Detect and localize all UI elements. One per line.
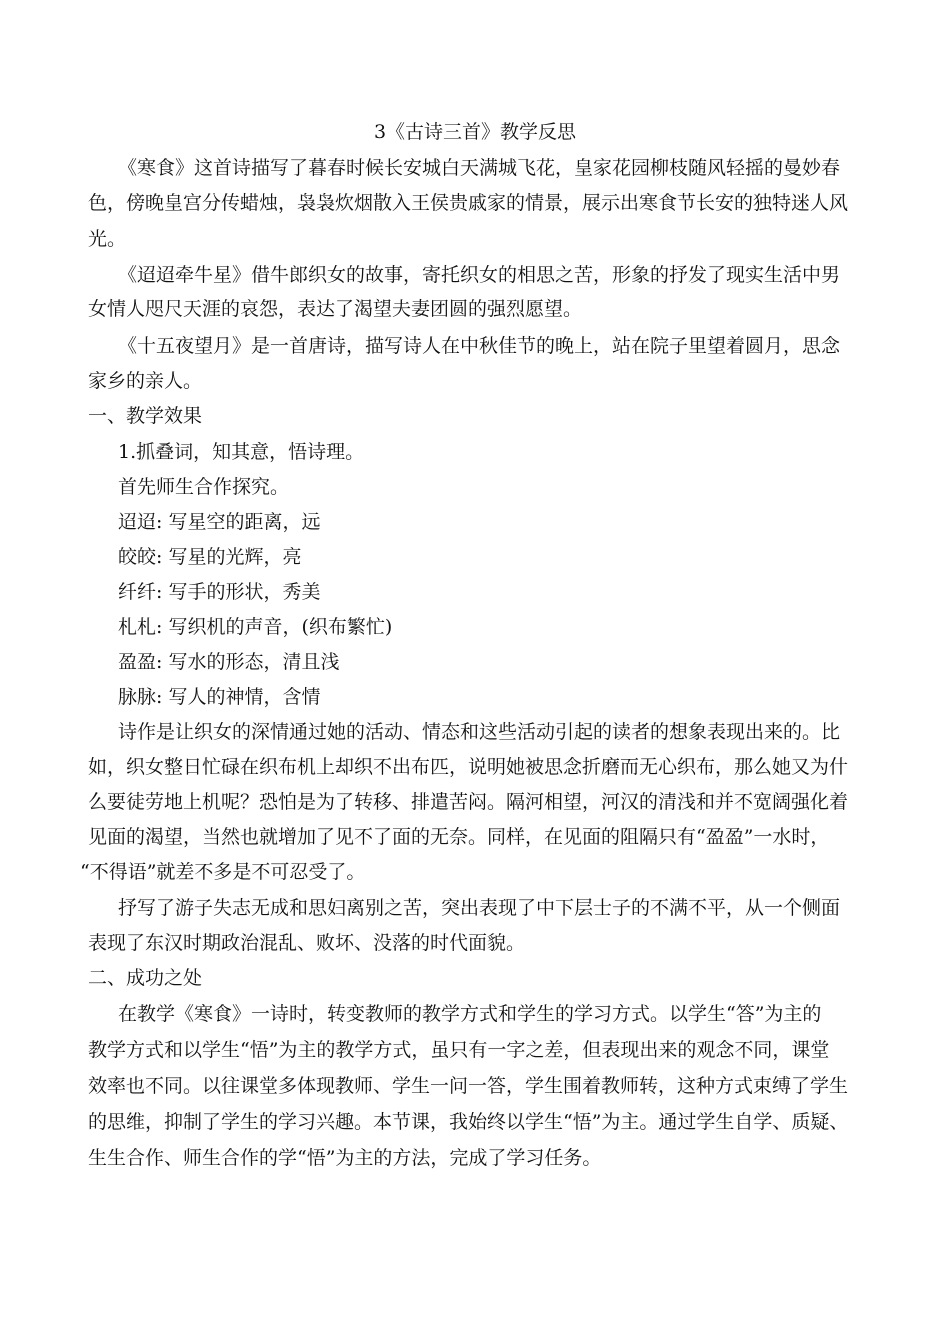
- text-line: 《寒食》这首诗描写了暮春时候长安城白天满城飞花，皇家花园柳枝随风轻摇的曼妙春: [118, 157, 841, 179]
- word-item: 脉脉: 写人的神情，含情: [118, 686, 321, 708]
- text-line: 色，傍晚皇宫分传蜡烛，袅袅炊烟散入王侯贵戚家的情景，展示出寒食节长安的独特迷人风: [88, 192, 849, 214]
- page-title: 3《古诗三首》教学反思: [373, 121, 577, 143]
- section-heading: 一、教学效果: [88, 405, 203, 427]
- text-line: 光。: [88, 228, 127, 250]
- numbered-point: 1.抓叠词，知其意，悟诗理。: [118, 441, 365, 463]
- text-line: 在教学《寒食》一诗时，转变教师的教学方式和学生的学习方式。以学生“答”为主的: [118, 1003, 822, 1025]
- text-line: 表现了东汉时期政治混乱、败坏、没落的时代面貌。: [88, 932, 526, 954]
- text-line: 抒写了游子失志无成和思妇离别之苦，突出表现了中下层士子的不满不平，从一个侧面: [118, 897, 841, 919]
- text-line: 《十五夜望月》是一首唐诗，描写诗人在中秋佳节的晚上，站在院子里望着圆月，思念: [118, 335, 841, 357]
- text-line: “不得语”就差不多是不可忍受了。: [80, 861, 366, 883]
- text-line: 诗作是让织女的深情通过她的活动、情态和这些活动引起的读者的想象表现出来的。比: [118, 721, 841, 743]
- word-item: 皎皎: 写星的光辉，亮: [118, 546, 302, 568]
- text-line: 家乡的亲人。: [88, 370, 203, 392]
- word-item: 纤纤: 写手的形状，秀美: [118, 581, 321, 603]
- section-heading: 二、成功之处: [88, 967, 203, 989]
- text-line: 教学方式和以学生“悟”为主的教学方式，虽只有一字之差，但表现出来的观念不同，课堂: [88, 1039, 830, 1061]
- text-line: 女情人咫尺天涯的哀怨，表达了渴望夫妻团圆的强烈愿望。: [88, 298, 583, 320]
- word-item: 盈盈: 写水的形态，清且浅: [118, 651, 340, 673]
- text-line: 效率也不同。以往课堂多体现教师、学生一问一答，学生围着教师转，这种方式束缚了学生: [88, 1075, 849, 1097]
- text-line: 的思维，抑制了学生的学习兴趣。本节课，我始终以学生“悟”为主。通过学生自学、质疑、: [88, 1111, 849, 1133]
- text-line: 生生合作、师生合作的学“悟”为主的方法，完成了学习任务。: [88, 1147, 602, 1169]
- text-line: 如，织女整日忙碌在织布机上却织不出布匹，说明她被思念折磨而无心织布，那么她又为什: [88, 756, 849, 778]
- text-line: 《迢迢牵牛星》借牛郎织女的故事，寄托织女的相思之苦，形象的抒发了现实生活中男: [118, 264, 841, 286]
- text-line: 见面的渴望，当然也就增加了见不了面的无奈。同样，在见面的阻隔只有“盈盈”一水时，: [88, 826, 830, 848]
- word-item: 迢迢: 写星空的距离，远: [118, 511, 321, 533]
- text-line: 首先师生合作探究。: [118, 476, 290, 498]
- text-line: 么要徒劳地上机呢？恐怕是为了转移、排遣苦闷。隔河相望，河汉的清浅和并不宽阔强化着: [88, 791, 849, 813]
- word-item: 札札: 写织机的声音，(织布繁忙): [118, 616, 393, 638]
